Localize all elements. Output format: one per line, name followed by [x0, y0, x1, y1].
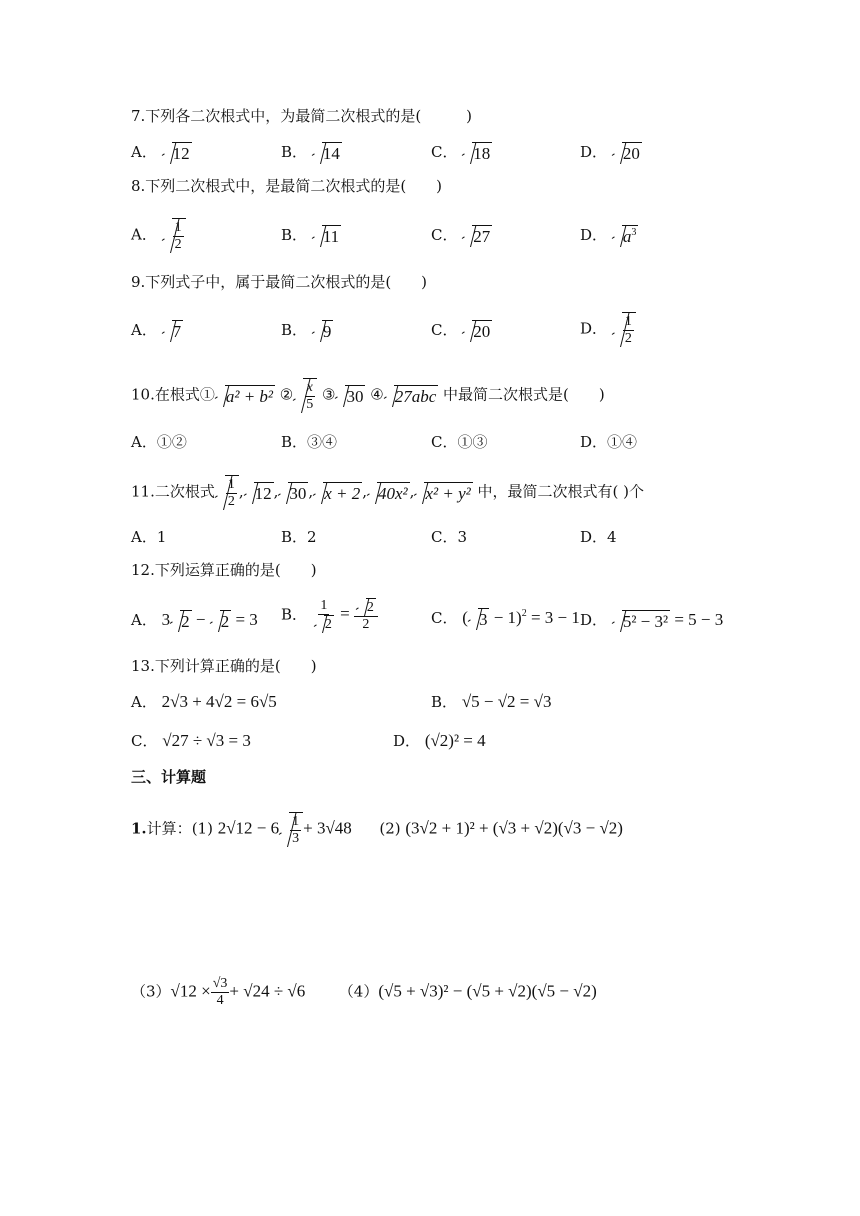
q12-option-a: A． 3 2 − 2 = 3 [131, 610, 258, 632]
q10-option-b: B．③④ [281, 433, 338, 451]
q11-option-d: D．4 [580, 528, 617, 546]
q11-option-a: A．1 [131, 528, 167, 546]
calc-problem-3-4: （3）√12 × $\frac{√3}{4}$ + √24 ÷ √6 （4）(√5 + √3)² − (√5 + √2)(√5 − √2) [131, 976, 597, 1008]
q8-option-a: A． $\frac{1}{2}$ [131, 218, 186, 253]
q12-option-d: D． 5² − 3² = 5 − 3 [580, 610, 724, 632]
q11-option-c: C．3 [431, 528, 468, 546]
q9-option-d: D． $\frac{1}{2}$ [580, 312, 636, 347]
q13-option-c: C． √27 ÷ √3 = 3 [131, 731, 251, 750]
q12-option-c: C． ( 3 − 1)$^2$ = 3 − 1 [431, 608, 580, 630]
question-13-stem: 13.下列计算正确的是( ) [131, 657, 317, 675]
q8-option-d: D． $a^3$ [580, 226, 637, 246]
question-12-stem: 12.下列运算正确的是( ) [131, 561, 317, 579]
q7-option-d: D． 20 [580, 143, 640, 163]
question-8-stem: 8.下列二次根式中，是最简二次根式的是( ) [131, 177, 443, 195]
q12-option-b: B． $\frac{1}{2}$ = $\frac{2}{2}$ [281, 598, 378, 633]
q10-option-d: D．①④ [580, 433, 638, 451]
q9-option-b: B． 9 [281, 321, 332, 341]
q10-option-c: C．①③ [431, 433, 488, 451]
q13-option-d: D． (√2)² = 4 [393, 731, 486, 750]
q13-option-b: B． √5 − √2 = √3 [431, 692, 552, 711]
q7-option-a: A． 12 [131, 143, 190, 163]
calc-problem-1: 1.计算：(1) 2√12 − 6 $\frac{1}{3}$ + 3√48 (2) (3√2 + 1)² + (√3 + √2)(√3 − √2) [131, 814, 623, 846]
q9-option-c: C． 20 [431, 321, 491, 341]
q7-option-b: B． 14 [281, 143, 340, 163]
q8-option-b: B． 11 [281, 226, 340, 246]
q7-option-c: C． 18 [431, 143, 491, 163]
section-3-title: 三、计算题 [131, 768, 207, 786]
question-11-stem: 11.二次根式 $\frac{1}{2}$ , 12 , 30 , x + 2 , 40x² , x² + y² 中，最简二次根式有( )个 [131, 477, 644, 509]
q11-option-b: B．2 [281, 528, 317, 546]
q13-option-a: A． 2√3 + 4√2 = 6√5 [131, 692, 277, 711]
q10-option-a: A．①② [131, 433, 187, 451]
question-9-stem: 9.下列式子中，属于最简二次根式的是( ) [131, 273, 428, 291]
q9-option-a: A． 7 [131, 321, 182, 341]
q8-option-c: C． 27 [431, 226, 491, 246]
question-7-stem: 7.下列各二次根式中，为最简二次根式的是( ) [131, 107, 473, 125]
question-10-stem: 10.在根式① a² + b² ② $\frac{x}{5}$ ③ 30 ④ 27abc 中最简二次根式是( ) [131, 380, 605, 412]
